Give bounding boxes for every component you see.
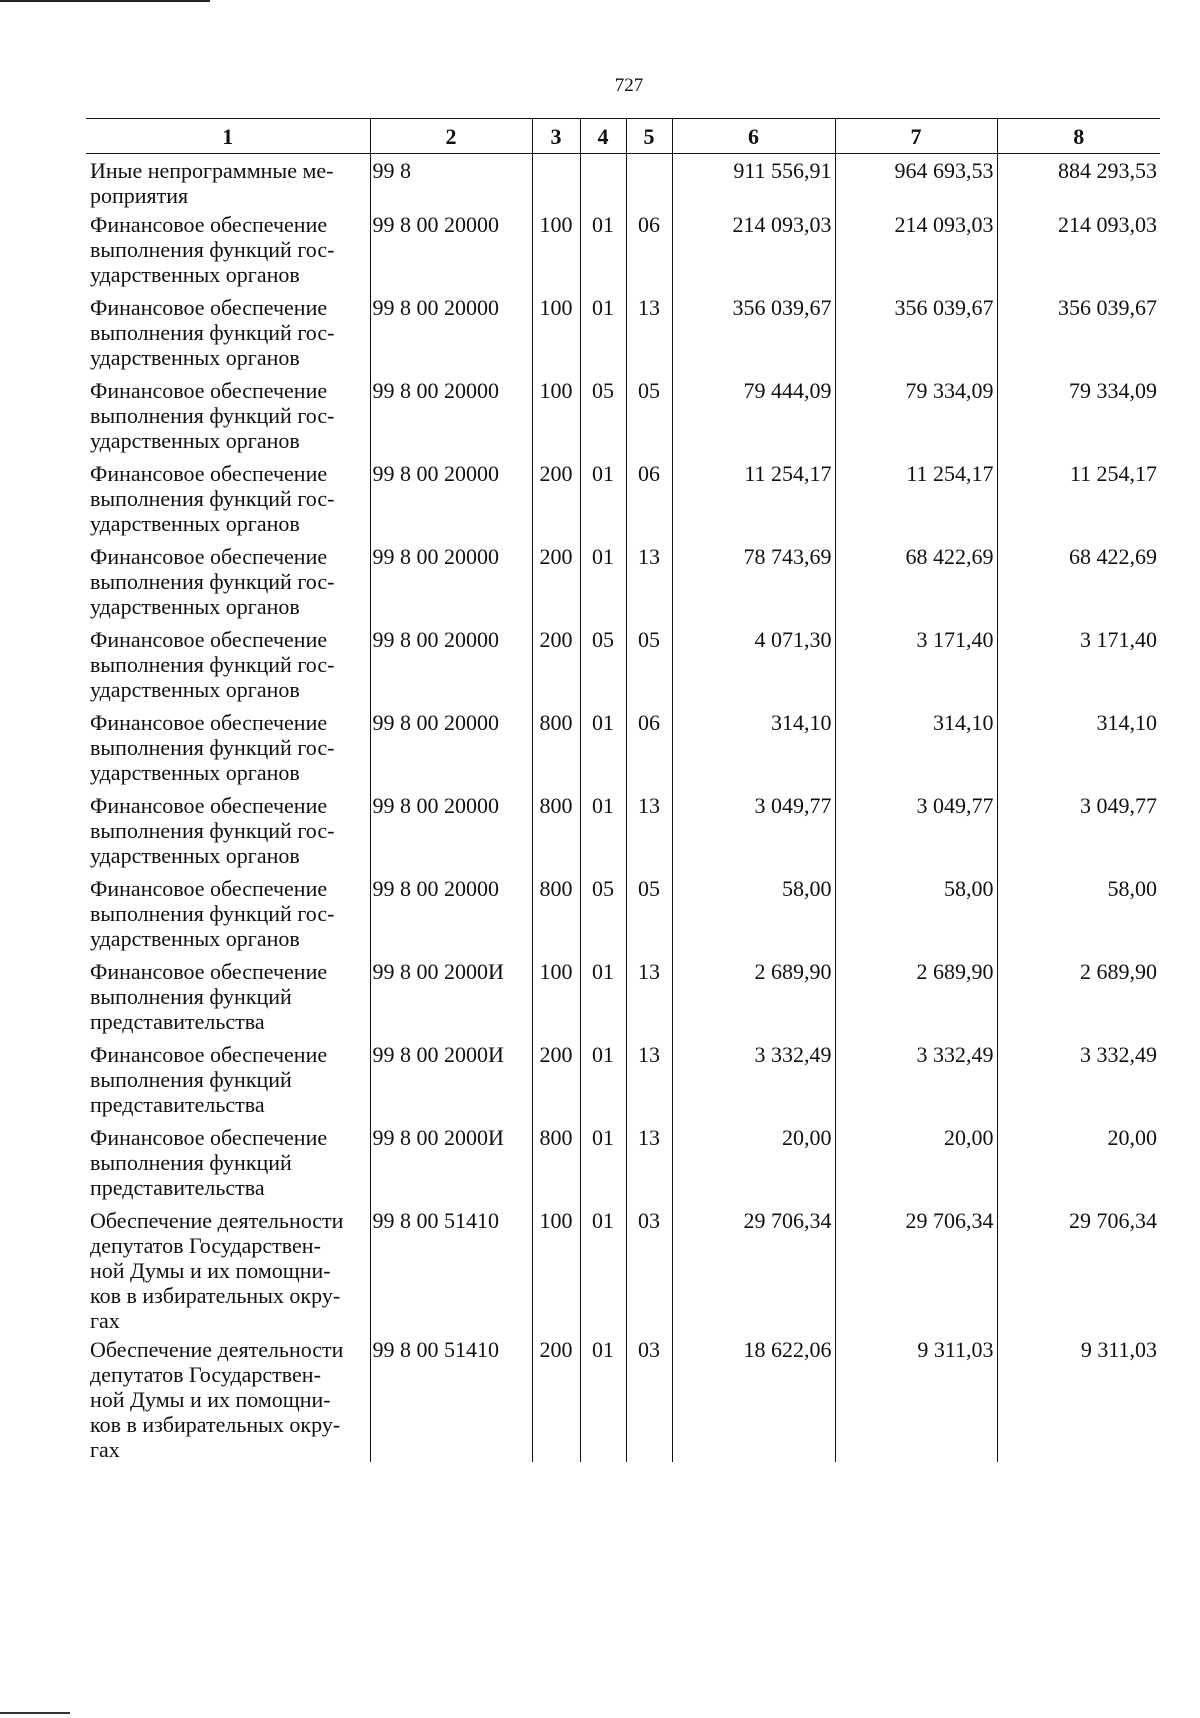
cell-amount-col8: 79 334,09 <box>997 374 1160 457</box>
cell-section: 01 <box>580 540 626 623</box>
table-body <box>86 154 1160 1463</box>
cell-section: 05 <box>580 872 626 955</box>
cell-section: 01 <box>580 291 626 374</box>
cell-item-name: Финансовое обеспечение выполнения функций гос- ударственных органов <box>86 872 370 955</box>
cell-subsection: 13 <box>626 955 672 1038</box>
table-row <box>86 1038 1160 1121</box>
table-row <box>86 374 1160 457</box>
cell-amount-col8: 68 422,69 <box>997 540 1160 623</box>
cell-expense-type: 800 <box>532 872 580 955</box>
budget-table <box>86 118 1160 1462</box>
cell-amount-col8: 3 332,49 <box>997 1038 1160 1121</box>
table-row <box>86 291 1160 374</box>
cell-subsection: 06 <box>626 208 672 291</box>
cell-expense-type: 800 <box>532 706 580 789</box>
cell-amount-col6: 79 444,09 <box>672 374 835 457</box>
cell-section: 01 <box>580 706 626 789</box>
table-row <box>86 706 1160 789</box>
cell-expense-type: 800 <box>532 1121 580 1204</box>
cell-amount-col8: 11 254,17 <box>997 457 1160 540</box>
cell-amount-col6: 29 706,34 <box>672 1204 835 1333</box>
cell-target-code: 99 8 00 20000 <box>370 789 532 872</box>
table-row <box>86 457 1160 540</box>
cell-item-name: Иные непрограммные ме- роприятия <box>86 154 370 209</box>
cell-amount-col6: 3 049,77 <box>672 789 835 872</box>
cell-amount-col6: 214 093,03 <box>672 208 835 291</box>
cell-subsection: 13 <box>626 540 672 623</box>
column-header: 1 <box>86 119 370 154</box>
cell-amount-col6: 58,00 <box>672 872 835 955</box>
cell-subsection: 13 <box>626 1121 672 1204</box>
table-row <box>86 154 1160 209</box>
cell-amount-col7: 9 311,03 <box>835 1333 997 1462</box>
cell-amount-col6: 11 254,17 <box>672 457 835 540</box>
table-row <box>86 208 1160 291</box>
cell-item-name: Финансовое обеспечение выполнения функций представительства <box>86 955 370 1038</box>
cell-subsection: 03 <box>626 1204 672 1333</box>
cell-amount-col7: 68 422,69 <box>835 540 997 623</box>
cell-amount-col6: 3 332,49 <box>672 1038 835 1121</box>
cell-section: 05 <box>580 374 626 457</box>
cell-section: 01 <box>580 1121 626 1204</box>
table-row <box>86 1121 1160 1204</box>
cell-amount-col7: 314,10 <box>835 706 997 789</box>
cell-item-name: Финансовое обеспечение выполнения функций гос- ударственных органов <box>86 457 370 540</box>
cell-amount-col7: 214 093,03 <box>835 208 997 291</box>
cell-subsection: 03 <box>626 1333 672 1462</box>
cell-amount-col8: 314,10 <box>997 706 1160 789</box>
scan-edge-mark-bottom <box>0 1712 70 1714</box>
cell-section: 01 <box>580 1204 626 1333</box>
cell-amount-col8: 214 093,03 <box>997 208 1160 291</box>
cell-target-code: 99 8 00 20000 <box>370 374 532 457</box>
cell-amount-col6: 356 039,67 <box>672 291 835 374</box>
cell-amount-col6: 4 071,30 <box>672 623 835 706</box>
cell-expense-type: 100 <box>532 1204 580 1333</box>
cell-target-code: 99 8 00 20000 <box>370 623 532 706</box>
cell-amount-col6: 78 743,69 <box>672 540 835 623</box>
cell-target-code: 99 8 00 51410 <box>370 1204 532 1333</box>
cell-amount-col6: 20,00 <box>672 1121 835 1204</box>
cell-amount-col8: 356 039,67 <box>997 291 1160 374</box>
cell-amount-col7: 29 706,34 <box>835 1204 997 1333</box>
cell-item-name: Финансовое обеспечение выполнения функций гос- ударственных органов <box>86 789 370 872</box>
cell-item-name: Финансовое обеспечение выполнения функций гос- ударственных органов <box>86 623 370 706</box>
cell-target-code: 99 8 00 20000 <box>370 291 532 374</box>
cell-amount-col8: 29 706,34 <box>997 1204 1160 1333</box>
cell-amount-col7: 964 693,53 <box>835 154 997 209</box>
cell-expense-type: 200 <box>532 623 580 706</box>
cell-subsection: 06 <box>626 457 672 540</box>
cell-amount-col6: 2 689,90 <box>672 955 835 1038</box>
cell-section <box>580 154 626 209</box>
table-row <box>86 789 1160 872</box>
cell-target-code: 99 8 00 2000И <box>370 1121 532 1204</box>
cell-section: 01 <box>580 1333 626 1462</box>
cell-target-code: 99 8 00 51410 <box>370 1333 532 1462</box>
cell-amount-col8: 884 293,53 <box>997 154 1160 209</box>
cell-section: 01 <box>580 955 626 1038</box>
column-header: 3 <box>532 119 580 154</box>
cell-amount-col7: 3 171,40 <box>835 623 997 706</box>
cell-expense-type: 100 <box>532 208 580 291</box>
cell-subsection: 13 <box>626 291 672 374</box>
table-row <box>86 1204 1160 1333</box>
column-number-header-row <box>86 119 1160 154</box>
cell-subsection: 05 <box>626 872 672 955</box>
cell-section: 01 <box>580 457 626 540</box>
cell-section: 01 <box>580 208 626 291</box>
cell-expense-type: 200 <box>532 457 580 540</box>
column-header: 8 <box>997 119 1160 154</box>
cell-item-name: Финансовое обеспечение выполнения функций гос- ударственных органов <box>86 208 370 291</box>
page-number: 727 <box>614 75 644 96</box>
cell-amount-col7: 356 039,67 <box>835 291 997 374</box>
cell-item-name: Обеспечение деятельности депутатов Государствен- ной Думы и их помощни- ков в избирательных окру- гах <box>86 1333 370 1462</box>
column-header: 5 <box>626 119 672 154</box>
cell-subsection: 05 <box>626 374 672 457</box>
cell-expense-type: 200 <box>532 1038 580 1121</box>
cell-amount-col6: 911 556,91 <box>672 154 835 209</box>
table-row <box>86 1333 1160 1462</box>
cell-item-name: Финансовое обеспечение выполнения функций гос- ударственных органов <box>86 540 370 623</box>
cell-target-code: 99 8 00 20000 <box>370 540 532 623</box>
cell-item-name: Финансовое обеспечение выполнения функций представительства <box>86 1038 370 1121</box>
table-row <box>86 623 1160 706</box>
table-row <box>86 955 1160 1038</box>
cell-amount-col7: 58,00 <box>835 872 997 955</box>
cell-amount-col6: 314,10 <box>672 706 835 789</box>
column-header: 4 <box>580 119 626 154</box>
cell-subsection: 13 <box>626 789 672 872</box>
cell-expense-type: 800 <box>532 789 580 872</box>
cell-target-code: 99 8 00 2000И <box>370 1038 532 1121</box>
table-row <box>86 540 1160 623</box>
cell-expense-type: 100 <box>532 955 580 1038</box>
cell-amount-col7: 79 334,09 <box>835 374 997 457</box>
cell-item-name: Финансовое обеспечение выполнения функций представительства <box>86 1121 370 1204</box>
cell-expense-type: 100 <box>532 291 580 374</box>
cell-amount-col8: 3 049,77 <box>997 789 1160 872</box>
cell-amount-col8: 9 311,03 <box>997 1333 1160 1462</box>
cell-section: 05 <box>580 623 626 706</box>
cell-target-code: 99 8 00 20000 <box>370 208 532 291</box>
cell-item-name: Финансовое обеспечение выполнения функций гос- ударственных органов <box>86 374 370 457</box>
cell-expense-type: 200 <box>532 540 580 623</box>
scan-edge-mark-top <box>0 0 210 2</box>
cell-amount-col7: 11 254,17 <box>835 457 997 540</box>
cell-section: 01 <box>580 1038 626 1121</box>
cell-amount-col8: 20,00 <box>997 1121 1160 1204</box>
column-header: 2 <box>370 119 532 154</box>
cell-target-code: 99 8 00 20000 <box>370 457 532 540</box>
cell-amount-col6: 18 622,06 <box>672 1333 835 1462</box>
cell-target-code: 99 8 00 2000И <box>370 955 532 1038</box>
table-row <box>86 872 1160 955</box>
cell-target-code: 99 8 00 20000 <box>370 872 532 955</box>
column-header: 6 <box>672 119 835 154</box>
cell-item-name: Финансовое обеспечение выполнения функций гос- ударственных органов <box>86 706 370 789</box>
cell-amount-col8: 3 171,40 <box>997 623 1160 706</box>
cell-subsection: 13 <box>626 1038 672 1121</box>
cell-expense-type <box>532 154 580 209</box>
cell-amount-col8: 2 689,90 <box>997 955 1160 1038</box>
cell-subsection: 06 <box>626 706 672 789</box>
cell-expense-type: 200 <box>532 1333 580 1462</box>
cell-expense-type: 100 <box>532 374 580 457</box>
cell-subsection: 05 <box>626 623 672 706</box>
cell-amount-col7: 20,00 <box>835 1121 997 1204</box>
cell-target-code: 99 8 00 20000 <box>370 706 532 789</box>
cell-amount-col8: 58,00 <box>997 872 1160 955</box>
cell-amount-col7: 2 689,90 <box>835 955 997 1038</box>
cell-amount-col7: 3 049,77 <box>835 789 997 872</box>
cell-section: 01 <box>580 789 626 872</box>
cell-item-name: Финансовое обеспечение выполнения функций гос- ударственных органов <box>86 291 370 374</box>
cell-target-code: 99 8 <box>370 154 532 209</box>
cell-item-name: Обеспечение деятельности депутатов Государствен- ной Думы и их помощни- ков в избирательных окру- гах <box>86 1204 370 1333</box>
cell-subsection <box>626 154 672 209</box>
column-header: 7 <box>835 119 997 154</box>
cell-amount-col7: 3 332,49 <box>835 1038 997 1121</box>
